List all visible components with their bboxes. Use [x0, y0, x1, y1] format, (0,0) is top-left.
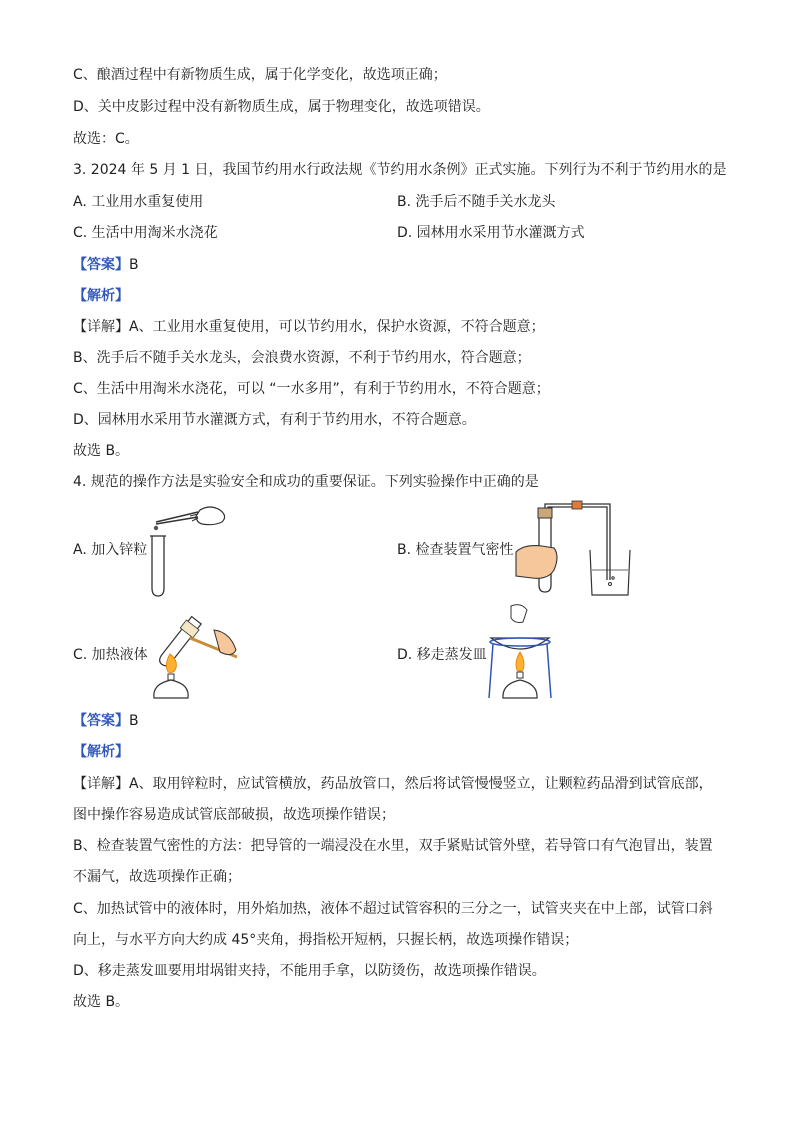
q3-option-b: B. 洗手后不随手关水龙头 — [397, 194, 556, 210]
q4-option-c-label: C. 加热液体 — [73, 647, 148, 663]
q4-detail-line: 不漏气，故选项操作正确； — [73, 869, 241, 885]
prev-option-d-text: D、关中皮影过程中没有新物质生成，属于物理变化，故选项错误。 — [73, 99, 490, 115]
q4-stem: 4. 规范的操作方法是实验安全和成功的重要保证。下列实验操作中正确的是 — [73, 474, 539, 490]
q4-analysis-tag — [73, 742, 129, 762]
q4-option-c-illustration — [142, 602, 242, 702]
q3-option-d: D. 园林用水采用节水灌溉方式 — [397, 225, 585, 241]
answer-tag: 【答案】 — [73, 257, 129, 273]
q3-detail-line: B、洗手后不随手关水龙头，会浪费水资源，不利于节约用水，符合题意； — [73, 350, 531, 366]
q4-detail-line: 故选 B。 — [73, 994, 130, 1010]
q4-option-d-label: D. 移走蒸发皿 — [397, 647, 487, 663]
q3-answer — [73, 255, 139, 275]
q4-detail-line: C、加热试管中的液体时，用外焰加热，液体不超过试管容积的三分之一，试管夹夹在中上部，试管口斜 — [73, 901, 713, 917]
q4-detail-line: 向上，与水平方向大约成 45°夹角，拇指松开短柄，只握长柄，故选项操作错误； — [73, 932, 579, 948]
q3-stem: 3. 2024 年 5 月 1 日，我国节约用水行政法规《节约用水条例》正式实施。下列行为不利于节约用水的是 — [73, 162, 727, 178]
q4-option-b-illustration — [512, 500, 632, 600]
q4-option-d-illustration — [485, 602, 555, 702]
q3-option-c: C. 生活中用淘米水浇花 — [73, 225, 218, 241]
q4-detail-line: D、移走蒸发皿要用坩埚钳夹持，不能用手拿，以防烫伤，故选项操作错误。 — [73, 963, 546, 979]
q4-option-a-label: A. 加入锌粒 — [73, 542, 148, 558]
q4-option-a-illustration — [148, 500, 228, 600]
q3-detail-line: 故选 B。 — [73, 443, 130, 459]
q3-detail-line: 【详解】A、工业用水重复使用，可以节约用水，保护水资源，不符合题意； — [73, 319, 545, 335]
prev-option-c-text: C、酿酒过程中有新物质生成，属于化学变化，故选项正确； — [73, 67, 447, 83]
q4-detail-line: B、检查装置气密性的方法：把导管的一端浸没在水里，双手紧贴试管外壁，若导管口有气泡冒出，装置 — [73, 838, 713, 854]
q3-detail-line: C、生活中用淘米水浇花，可以 “一水多用”，有利于节约用水，不符合题意； — [73, 381, 550, 397]
q4-detail-line: 【详解】A、取用锌粒时，应试管横放，药品放管口，然后将试管慢慢竖立，让颗粒药品滑到试管底部， — [73, 776, 713, 792]
answer-value: B — [129, 257, 139, 273]
analysis-tag: 【解析】 — [73, 288, 129, 304]
answer-value: B — [129, 713, 139, 729]
q3-detail-line: D、园林用水采用节水灌溉方式，有利于节约用水，不符合题意。 — [73, 412, 476, 428]
analysis-tag: 【解析】 — [73, 744, 129, 760]
prev-answer-text: 故选：C。 — [73, 131, 139, 147]
q3-option-a: A. 工业用水重复使用 — [73, 194, 204, 210]
q4-detail-line: 图中操作容易造成试管底部破损，故选项操作错误； — [73, 807, 395, 823]
q3-analysis-tag — [73, 286, 129, 306]
q4-answer — [73, 711, 139, 731]
q4-option-b-label: B. 检查装置气密性 — [397, 542, 514, 558]
answer-tag: 【答案】 — [73, 713, 129, 729]
